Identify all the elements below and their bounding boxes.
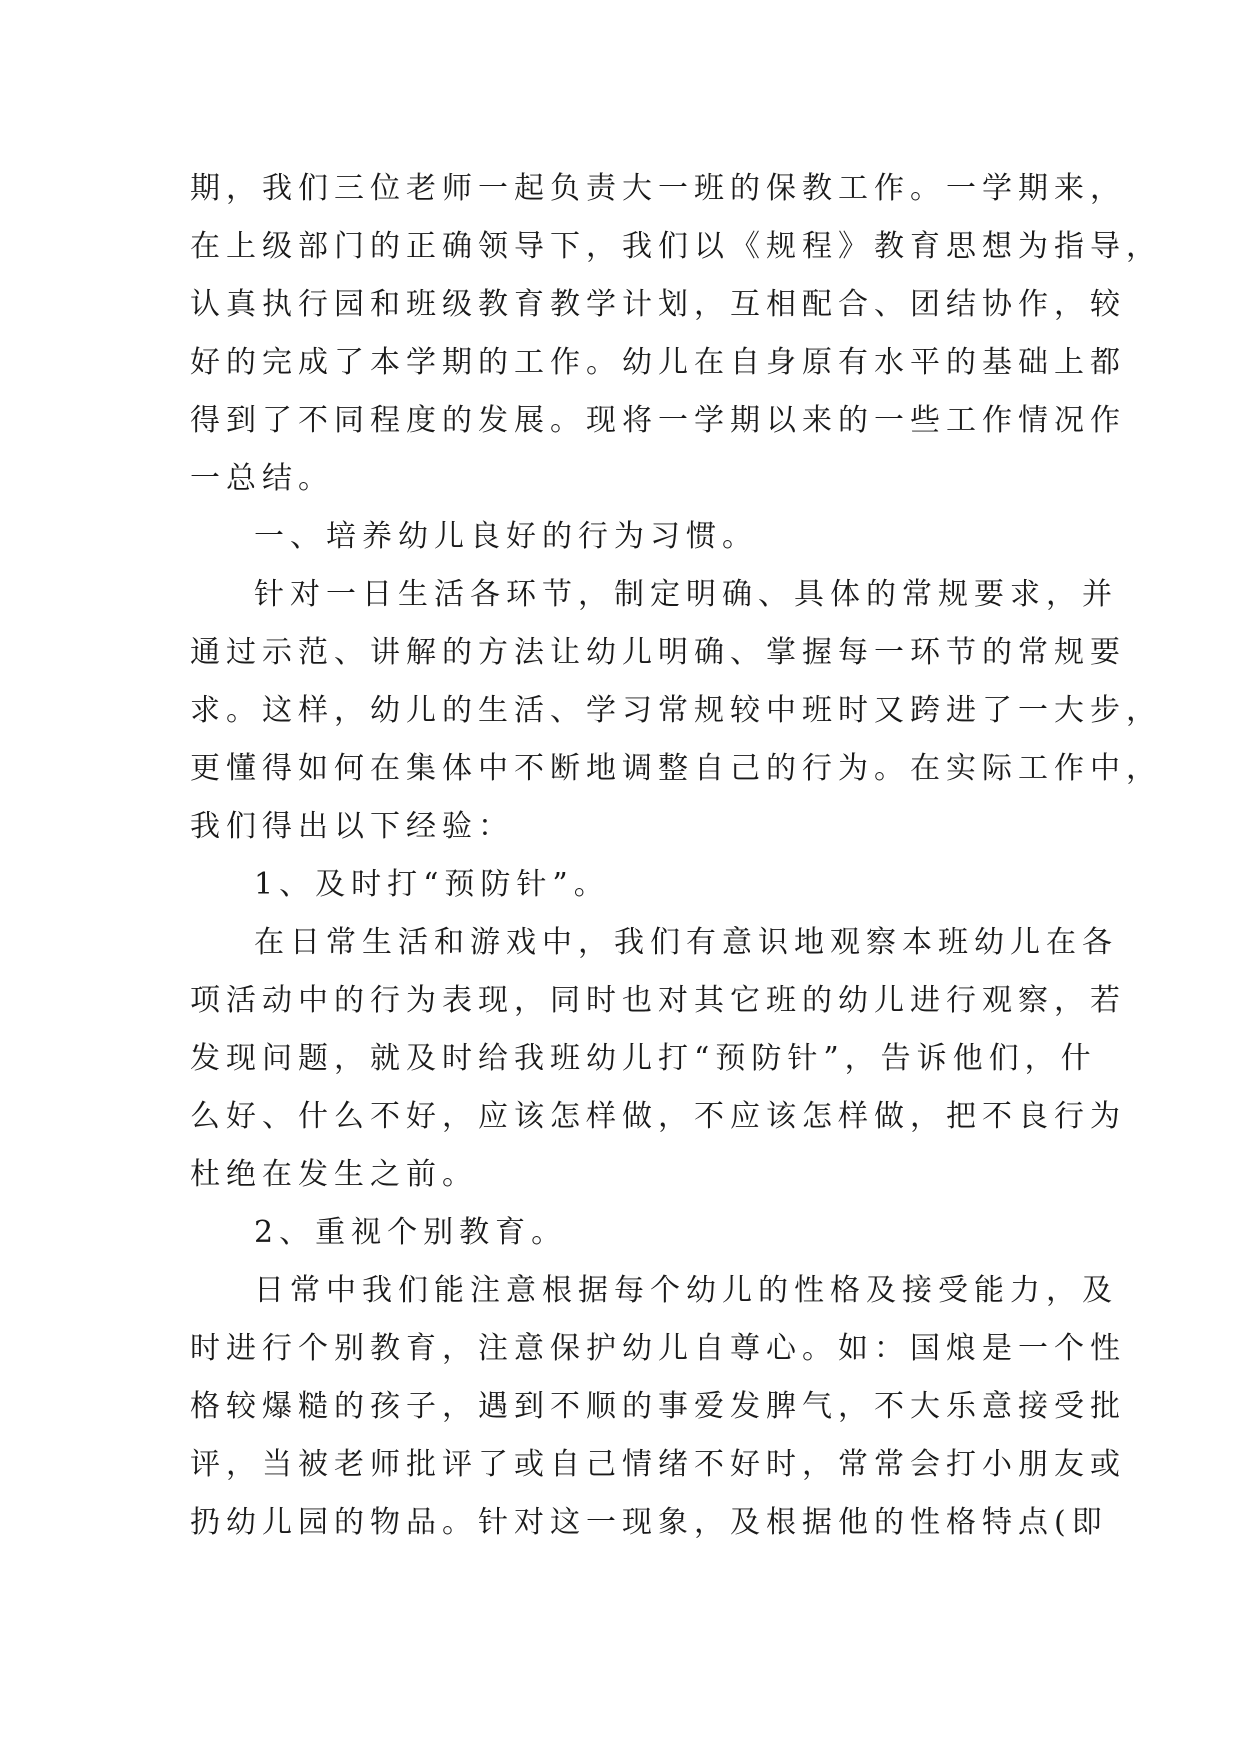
- text-line: 通过示范、讲解的方法让幼儿明确、掌握每一环节的常规要: [190, 635, 1126, 670]
- text-line: 针对一日生活各环节，制定明确、具体的常规要求，并: [254, 577, 1118, 612]
- text-line: 时进行个别教育，注意保护幼儿自尊心。如：国烺是一个性: [190, 1331, 1126, 1366]
- text-line: 扔幼儿园的物品。针对这一现象，及根据他的性格特点(即: [190, 1505, 1108, 1540]
- text-line: 格较爆糙的孩子，遇到不顺的事爱发脾气，不大乐意接受批: [190, 1389, 1126, 1424]
- text-line: 更懂得如何在集体中不断地调整自己的行为。在实际工作中，: [190, 751, 1162, 786]
- text-line: 我们得出以下经验：: [190, 809, 514, 844]
- text-line: 好的完成了本学期的工作。幼儿在自身原有水平的基础上都: [190, 345, 1126, 380]
- text-line: 么好、什么不好，应该怎样做，不应该怎样做，把不良行为: [190, 1099, 1126, 1134]
- text-line: 1、及时打“预防针”。: [254, 867, 610, 902]
- text-line: 在日常生活和游戏中，我们有意识地观察本班幼儿在各: [254, 925, 1118, 960]
- text-line: 项活动中的行为表现，同时也对其它班的幼儿进行观察，若: [190, 983, 1126, 1018]
- text-line: 一总结。: [190, 461, 334, 496]
- text-line: 2、重视个别教育。: [254, 1215, 568, 1250]
- text-line: 发现问题，就及时给我班幼儿打“预防针”，告诉他们，什: [190, 1041, 1097, 1076]
- text-line: 杜绝在发生之前。: [190, 1157, 478, 1192]
- text-line: 在上级部门的正确领导下，我们以《规程》教育思想为指导，: [190, 229, 1162, 264]
- document-body: [190, 160, 1162, 1552]
- text-line: 日常中我们能注意根据每个幼儿的性格及接受能力，及: [254, 1273, 1118, 1308]
- text-line: 评，当被老师批评了或自己情绪不好时，常常会打小朋友或: [190, 1447, 1126, 1482]
- text-line: 认真执行园和班级教育教学计划，互相配合、团结协作，较: [190, 287, 1126, 322]
- text-line: 得到了不同程度的发展。现将一学期以来的一些工作情况作: [190, 403, 1126, 438]
- text-line: 期，我们三位老师一起负责大一班的保教工作。一学期来，: [190, 171, 1126, 206]
- text-line: 求。这样，幼儿的生活、学习常规较中班时又跨进了一大步，: [190, 693, 1162, 728]
- text-line: 一、培养幼儿良好的行为习惯。: [254, 519, 758, 554]
